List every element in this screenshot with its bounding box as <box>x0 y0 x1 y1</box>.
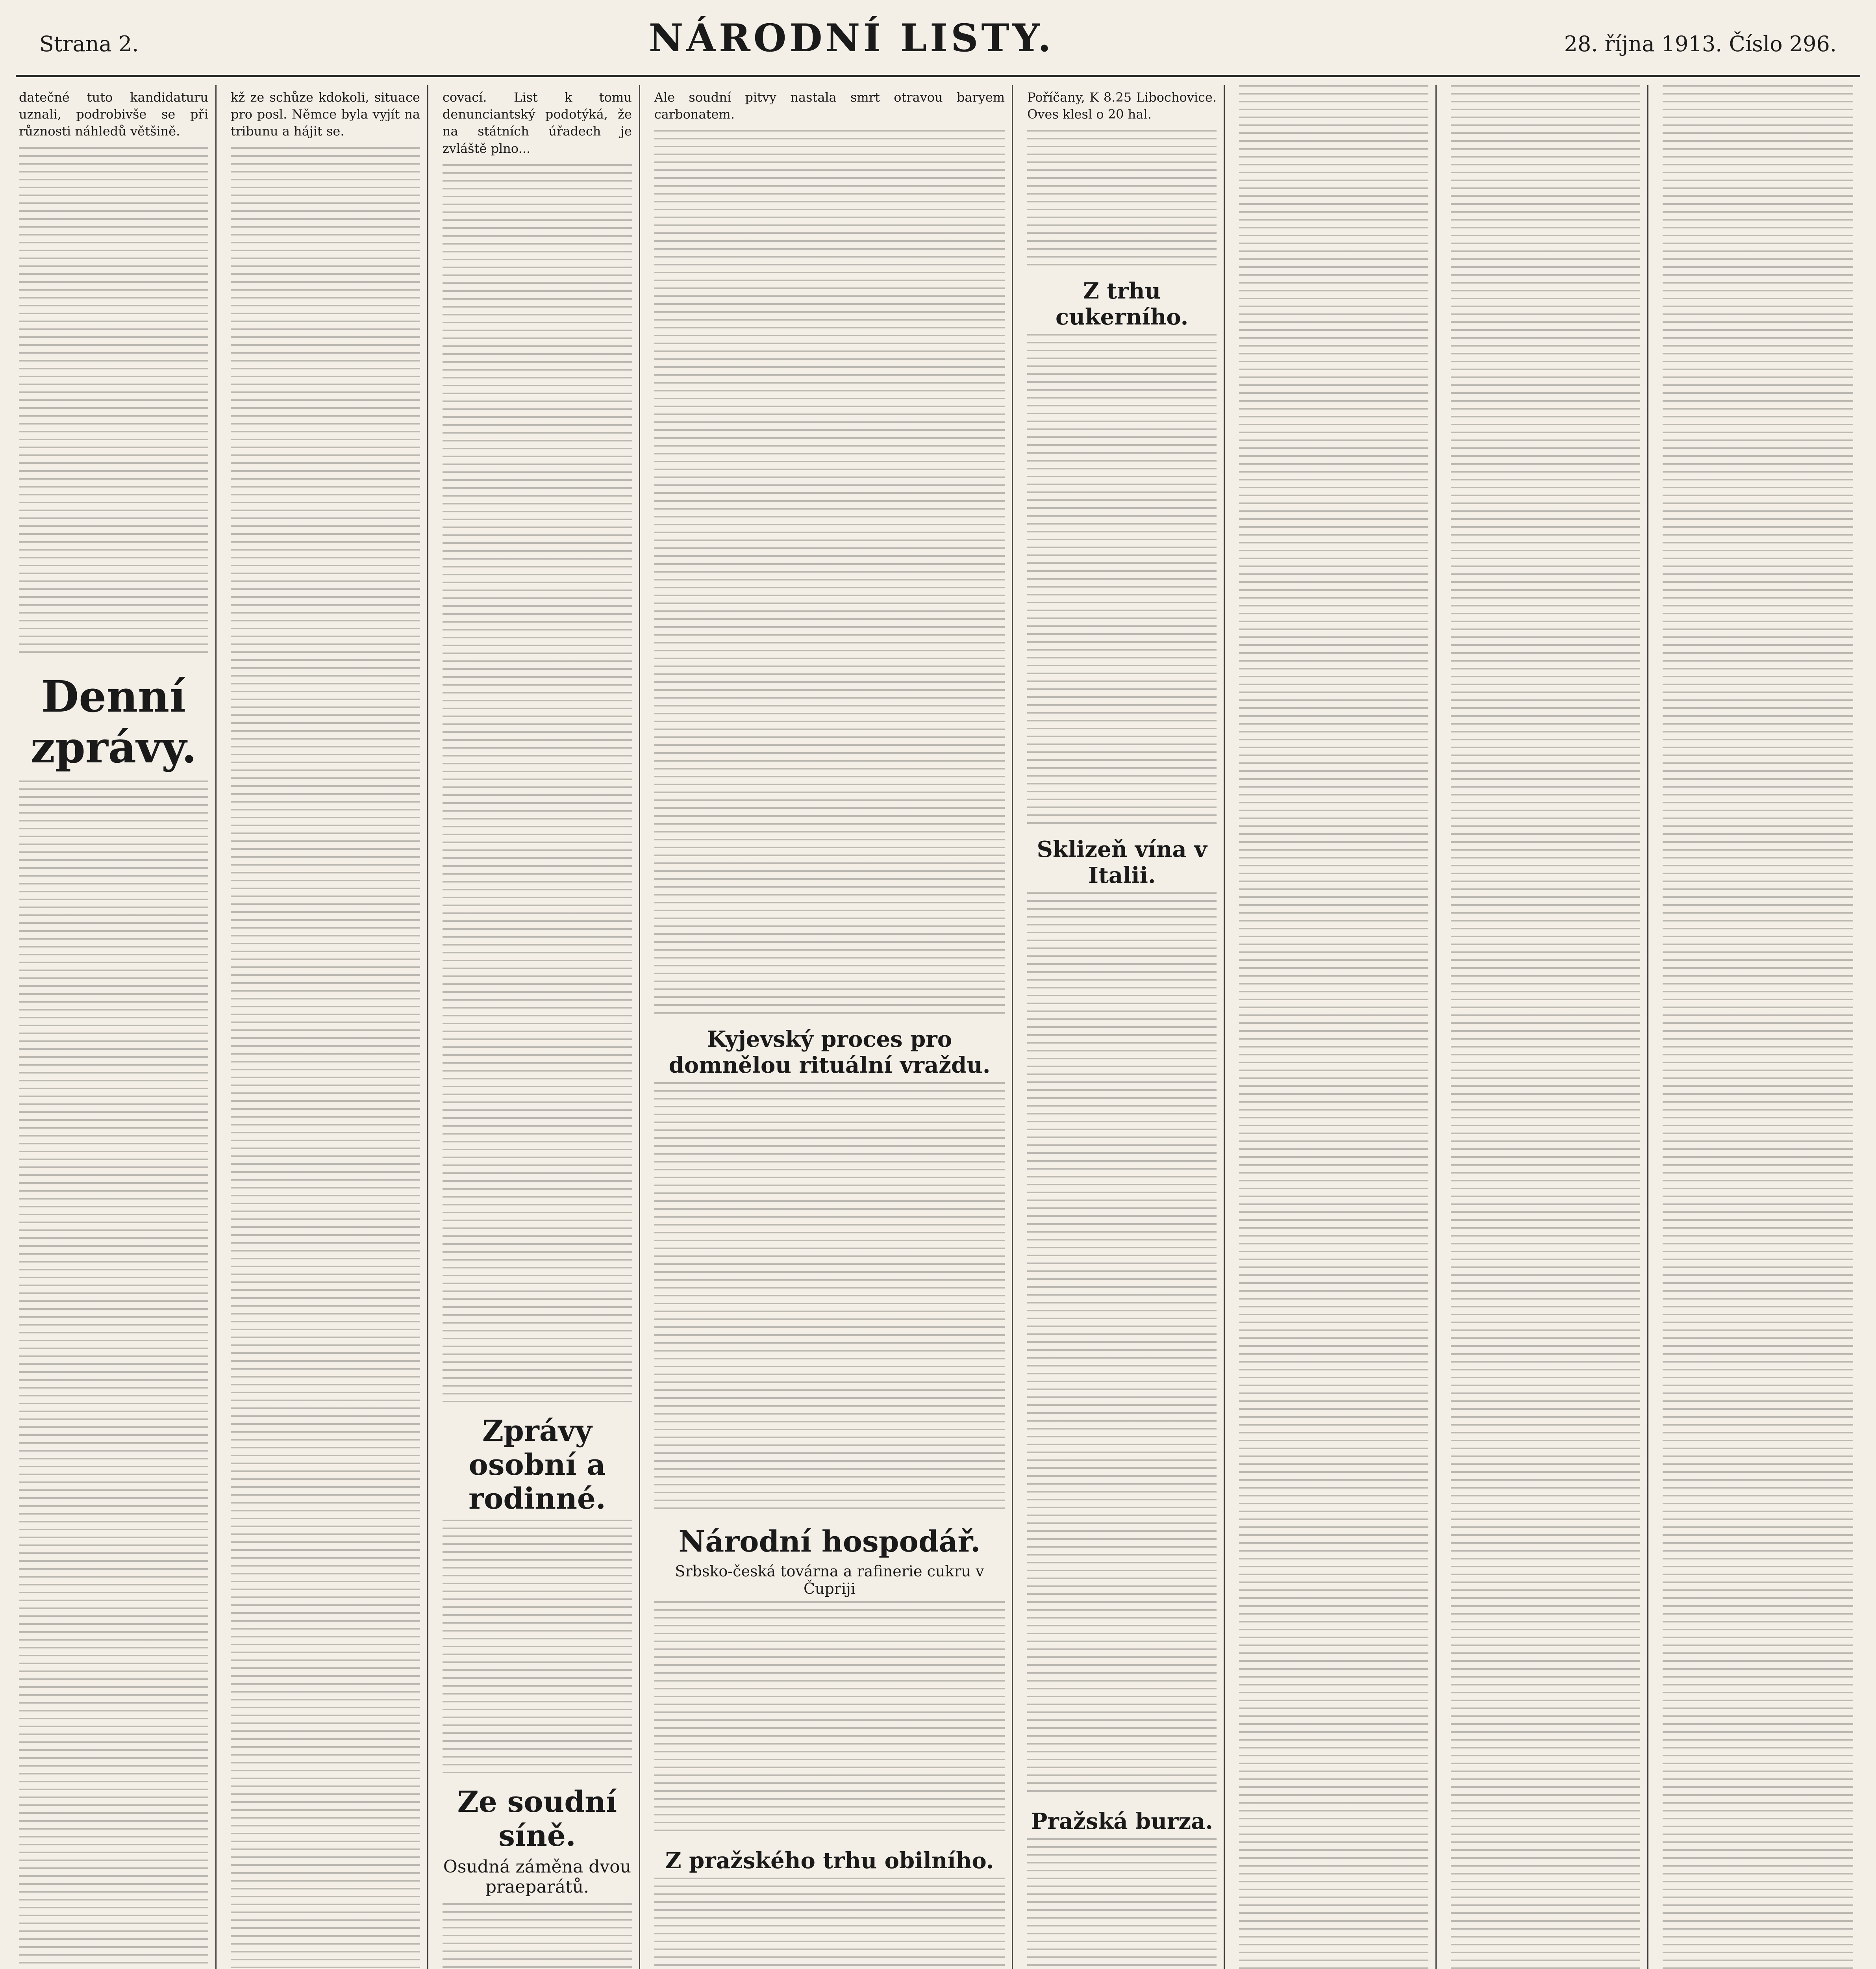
column-5 <box>1024 85 1225 1969</box>
column-8 <box>1659 85 1860 1969</box>
column-2-text-lines <box>231 147 420 1969</box>
issue-date: 28. října 1913. Číslo 296. <box>1564 32 1837 56</box>
column-4-text-block-1 <box>654 130 1005 1016</box>
column-6-text-block <box>1239 85 1428 1969</box>
column-3-text-block-3 <box>443 1903 632 1969</box>
column-4-text-block-2 <box>654 1082 1005 1515</box>
column-8-text-block <box>1663 85 1853 1969</box>
column-3-text-lines-2 <box>443 1520 632 1776</box>
heading-trh-cukerni: Z trhu cukerního. <box>1055 278 1189 330</box>
column-2 <box>228 85 428 1969</box>
heading-kyjevsky-proces: Kyjevský proces pro domnělou rituální vraždu. <box>669 1026 991 1079</box>
heading-sklizen-vina: Sklizeň vína v Italii. <box>1037 836 1207 889</box>
heading-narodni-hospodar: Národní hospodář. <box>678 1525 981 1559</box>
column-6-text-lines <box>1239 85 1428 1969</box>
column-4-text-lines-4 <box>654 1878 1005 1969</box>
column-7-text-lines <box>1451 85 1640 1969</box>
column-5-text-lines-4 <box>1027 1838 1217 1969</box>
column-5-text-block-4 <box>1027 1838 1217 1969</box>
subhead-osudna-zamena: Osudná záměna dvou praeparátů. <box>443 1856 632 1897</box>
section-zpravy-osobni-rodinne: Zprávy osobní a rodinné. <box>469 1414 606 1516</box>
column-1-lead: datečné tuto kandidaturu uznali, podrobivše se při různosti náhledů většině. <box>19 90 208 139</box>
column-3-text-block-2 <box>443 1520 632 1776</box>
column-1 <box>16 85 217 1969</box>
column-3-text-lines-1 <box>443 164 632 1405</box>
column-6 <box>1236 85 1437 1969</box>
column-5-text-block-2 <box>1027 334 1217 826</box>
column-4-text-lines-3 <box>654 1601 1005 1837</box>
column-4 <box>651 85 1013 1969</box>
column-8-text-lines <box>1663 85 1853 1969</box>
column-4-text-block-3 <box>654 1601 1005 1837</box>
column-3-text-block-1 <box>443 164 632 1405</box>
column-5-text-lines-3 <box>1027 892 1217 1798</box>
column-1-text-lines-1 <box>19 147 208 659</box>
column-1-text-block-1 <box>19 147 208 659</box>
heading-srbsko-ceska-tovarna: Srbsko-česká továrna a rafinerie cukru v Čupriji <box>675 1563 984 1598</box>
column-4-text-lines-2 <box>654 1082 1005 1515</box>
column-4-text-lines-1 <box>654 130 1005 1016</box>
column-3-lead: covací. List k tomu denunciantský podotýká, že na státních úřadech je zvláště plno... <box>442 90 632 156</box>
section-denni-zpravy: Denní zprávy. <box>30 671 197 773</box>
section-ze-soudni-sine: Ze soudní síně. <box>457 1785 617 1853</box>
columns-grid <box>16 85 1860 1969</box>
column-5-text-lines-2 <box>1027 334 1217 826</box>
column-7 <box>1448 85 1648 1969</box>
column-1-text-lines-2 <box>19 781 208 1969</box>
column-5-text-block-1 <box>1027 130 1217 268</box>
heading-prazska-burza: Pražská burza. <box>1031 1808 1213 1835</box>
column-5-lead: Poříčany, K 8.25 Libochovice. Oves klesl o 20 hal. <box>1027 90 1217 122</box>
column-2-lead: kž ze schůze kdokoli, situace pro posl. Němce byla vyjít na tribunu a hájit se. <box>230 90 420 139</box>
column-1-text-block-2 <box>19 781 208 1969</box>
page-header <box>16 16 1860 77</box>
column-5-text-lines-1 <box>1027 130 1217 268</box>
heading-prazsky-trh-obilni: Z pražského trhu obilního. <box>665 1848 994 1874</box>
masthead-title: NÁRODNÍ LISTY. <box>648 16 1054 60</box>
column-5-text-block-3 <box>1027 892 1217 1798</box>
column-4-text-block-4 <box>654 1878 1005 1969</box>
page-number: Strana 2. <box>39 32 139 56</box>
column-4-lead: Ale soudní pitvy nastala smrt otravou baryem carbonatem. <box>654 90 1005 122</box>
column-2-text-block <box>231 147 420 1969</box>
column-7-text-block <box>1451 85 1640 1969</box>
column-3-text-lines-3 <box>443 1903 632 1969</box>
column-3 <box>439 85 640 1969</box>
